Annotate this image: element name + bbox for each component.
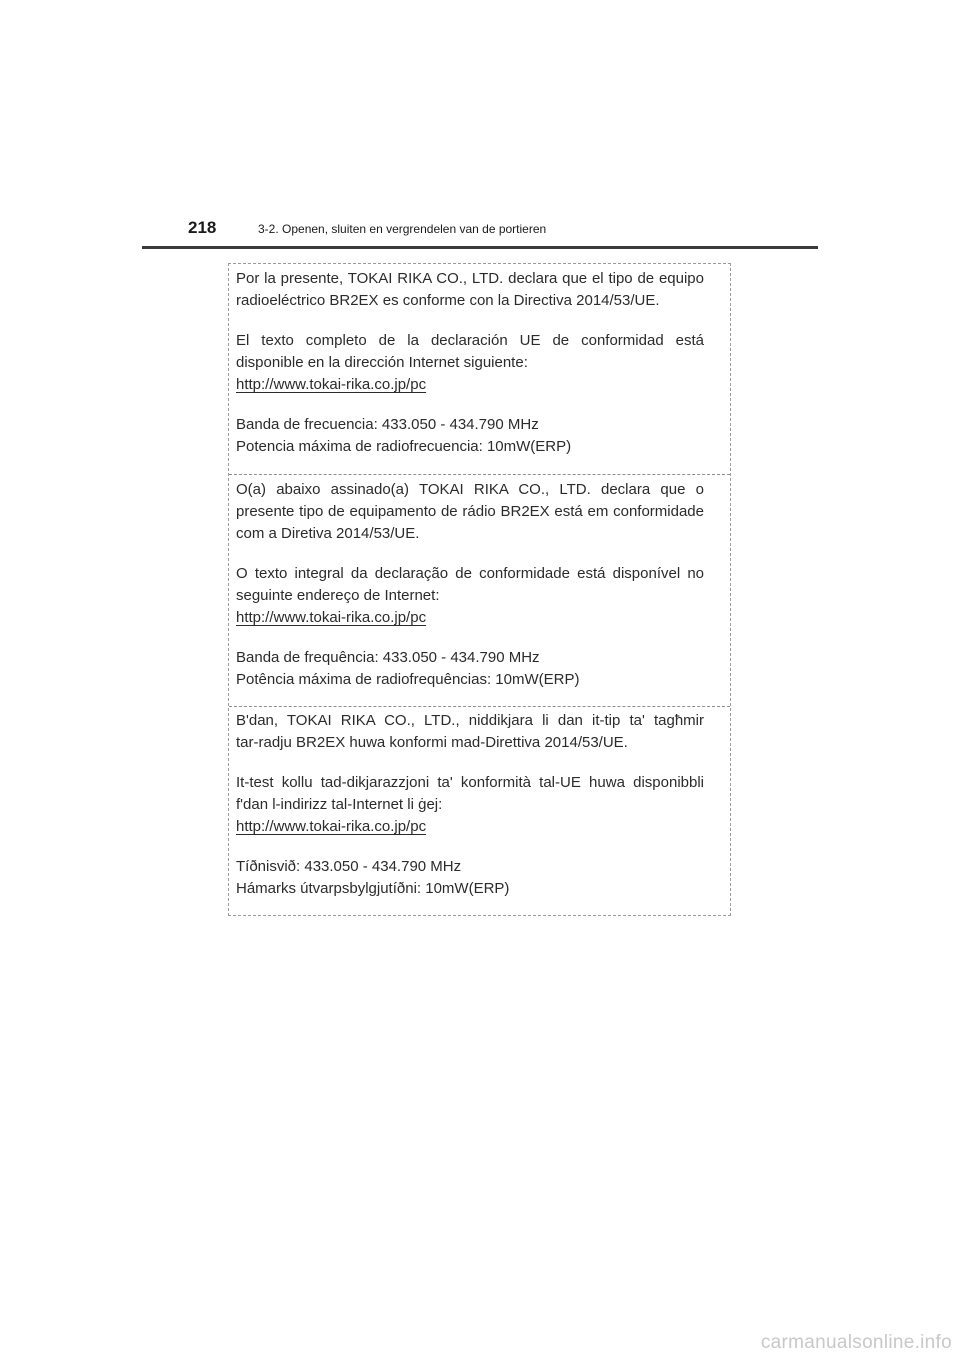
frequency-band: Tíðnisvið: 433.050 - 434.790 MHz — [236, 858, 462, 875]
fulltext-line: f'dan l-indirizz tal-Internet li ġej: — [236, 796, 443, 813]
max-power: Hámarks útvarpsbylgjutíðni: 10mW(ERP) — [236, 880, 510, 897]
frequency-band: Banda de frecuencia: 433.050 - 434.790 MHz — [236, 416, 539, 433]
section-divider — [229, 706, 730, 707]
statement-line: B'dan, TOKAI RIKA CO., LTD., niddikjara li dan it-tip ta' tagħmir — [236, 712, 704, 729]
statement-line: O(a) abaixo assinado(a) TOKAI RIKA CO., LTD. declara que o — [236, 481, 704, 498]
fulltext-line: disponible en la dirección Internet siguiente: — [236, 354, 528, 371]
declaration-box — [228, 263, 731, 916]
fulltext-line: It-test kollu tad-dikjarazzjoni ta' konformità tal-UE huwa disponibbli — [236, 774, 704, 791]
fulltext-line: seguinte endereço de Internet: — [236, 587, 440, 604]
declaration-url-link[interactable]: http://www.tokai-rika.co.jp/pc — [236, 818, 427, 835]
section-title: 3-2. Openen, sluiten en vergrendelen van de portieren — [258, 222, 547, 236]
declaration-url-link[interactable]: http://www.tokai-rika.co.jp/pc — [236, 376, 427, 393]
declaration-url-link[interactable]: http://www.tokai-rika.co.jp/pc — [236, 609, 427, 626]
declaration-section-es — [229, 268, 730, 458]
site-watermark: carmanualsonline.info — [760, 1332, 952, 1353]
declaration-section-pt — [229, 479, 730, 691]
section-divider — [229, 474, 730, 475]
declaration-section-mt — [229, 710, 730, 900]
fulltext-line: O texto integral da declaração de conformidade está disponível no — [236, 565, 704, 582]
statement-line: com a Diretiva 2014/53/UE. — [236, 525, 420, 542]
max-power: Potencia máxima de radiofrecuencia: 10mW(ERP) — [236, 438, 572, 455]
fulltext-line: El texto completo de la declaración UE de conformidad está — [236, 332, 704, 349]
statement-line: radioeléctrico BR2EX es conforme con la Directiva 2014/53/UE. — [236, 292, 660, 309]
frequency-band: Banda de frequência: 433.050 - 434.790 MHz — [236, 649, 540, 666]
max-power: Potência máxima de radiofrequências: 10mW(ERP) — [236, 671, 580, 688]
statement-line: presente tipo de equipamento de rádio BR2EX está em conformidade — [236, 503, 704, 520]
page-number: 218 — [188, 218, 217, 237]
page-header — [142, 214, 818, 249]
statement-line: tar-radju BR2EX huwa konformi mad-Direttiva 2014/53/UE. — [236, 734, 628, 751]
statement-line: Por la presente, TOKAI RIKA CO., LTD. declara que el tipo de equipo — [236, 270, 704, 287]
